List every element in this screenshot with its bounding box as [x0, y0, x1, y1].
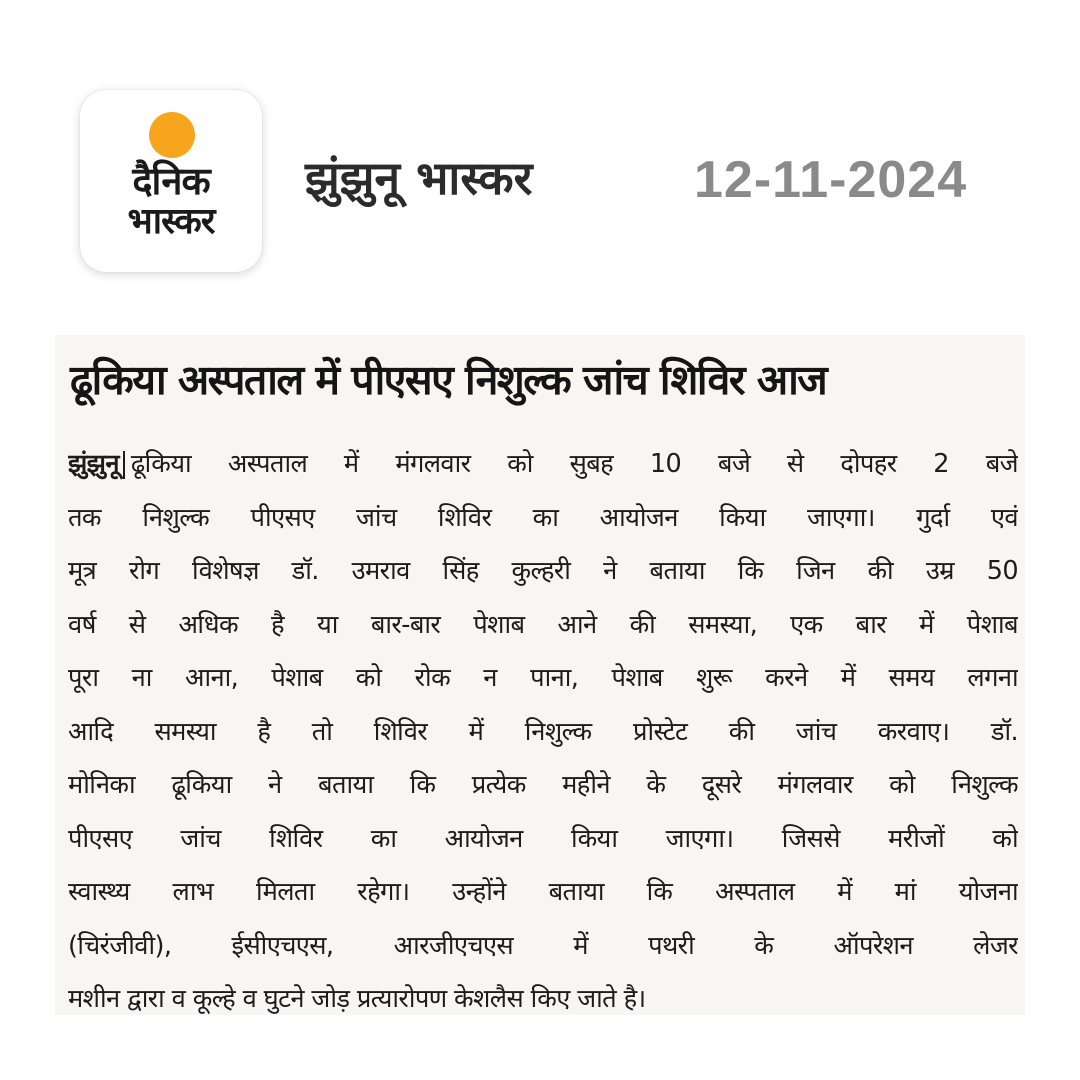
article-line: स्वास्थ्य लाभ मिलता रहेगा। उन्होंने बताया कि अस्पताल में मां योजना	[68, 877, 1018, 907]
article-line: मशीन द्वारा व कूल्हे व घुटने जोड़ प्रत्यारोपण केशलैस किए जाते है।	[68, 984, 646, 1014]
edition-date: 12-11-2024	[694, 151, 968, 209]
dateline-separator	[123, 451, 125, 479]
article-line	[68, 438, 1018, 492]
logo-text-line1: दैनिक	[132, 158, 210, 203]
article-line: तक निशुल्क पीएसए जांच शिविर का आयोजन किया जाएगा। गुर्दा एवं	[68, 502, 1018, 533]
article-line: वर्ष से अधिक है या बार-बार पेशाब आने की समस्या, एक बार में पेशाब	[68, 609, 1018, 640]
edition-title: झुंझुनू भास्कर	[305, 151, 533, 205]
article-dateline: झुंझुनू	[68, 449, 119, 479]
article-line-text: ढूकिया अस्पताल में मंगलवार को सुबह 10 बजे से दोपहर 2 बजे	[130, 449, 1018, 479]
article-line: पूरा ना आना, पेशाब को रोक न पाना, पेशाब शुरू करने में समय लगना	[68, 663, 1018, 693]
article-line: (चिरंजीवी), ईसीएचएस, आरजीएचएस में पथरी के ऑपरेशन लेजर	[68, 930, 1018, 961]
article-line: पीएसए जांच शिविर का आयोजन किया जाएगा। जिससे मरीजों को	[68, 823, 1018, 854]
article-line: आदि समस्या है तो शिविर में निशुल्क प्रोस्टेट की जांच करवाए। डॉ.	[68, 716, 1018, 747]
logo-text-line2: भास्कर	[127, 200, 215, 242]
article-line: मोनिका ढूकिया ने बताया कि प्रत्येक महीने के दूसरे मंगलवार को निशुल्क	[68, 770, 1018, 800]
article-line: मूत्र रोग विशेषज्ञ डॉ. उमराव सिंह कुल्हरी ने बताया कि जिन की उम्र 50	[68, 556, 1018, 586]
article-body	[68, 438, 1018, 1027]
logo-sun-icon	[149, 112, 195, 158]
article-headline: ढूकिया अस्पताल में पीएसए निशुल्क जांच शिविर आज	[70, 356, 827, 404]
